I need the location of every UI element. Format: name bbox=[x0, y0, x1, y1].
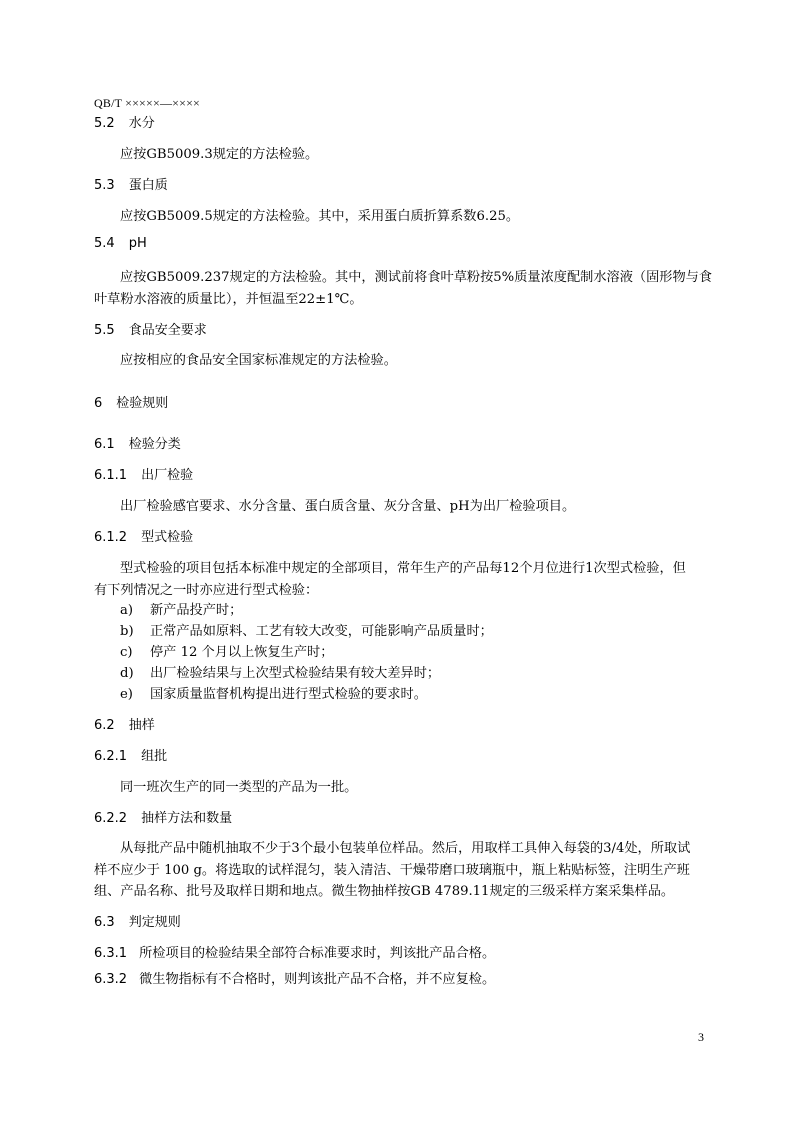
section-title: 判定规则 bbox=[128, 915, 181, 930]
paragraph-5-5: 应按相应的食品安全国家标准规定的方法检验。 bbox=[120, 353, 397, 368]
list-item bbox=[94, 683, 720, 702]
paragraph-6-1-2-line1: 型式检验的项目包括本标准中规定的全部项目，常年生产的产品每12个月位进行1次型式检验，但 bbox=[120, 561, 686, 576]
paragraph-6-1-1: 出厂检验感官要求、水分含量、蛋白质含量、灰分含量、pH为出厂检验项目。 bbox=[120, 499, 576, 514]
list-item bbox=[94, 620, 720, 639]
paragraph-5-3: 应按GB5009.5规定的方法检验。其中，采用蛋白质折算系数6.25。 bbox=[120, 209, 520, 224]
heading-5-2 bbox=[94, 112, 720, 131]
heading-6 bbox=[94, 392, 720, 411]
clause-text: 所检项目的检验结果全部符合标准要求时，判该批产品合格。 bbox=[139, 946, 496, 961]
section-title: 抽样 bbox=[128, 718, 155, 733]
heading-6-2 bbox=[94, 714, 720, 733]
paragraph-6-2-2-line3: 组、产品名称、批号及取样日期和地点。微生物抽样按GB 4789.11规定的三级采样方案采集样品。 bbox=[94, 884, 675, 899]
list-item bbox=[94, 641, 720, 660]
section-number: 6.1 bbox=[94, 437, 115, 452]
list-text: 停产 12 个月以上恢复生产时； bbox=[150, 645, 334, 660]
clause-6-3-2 bbox=[94, 968, 720, 987]
heading-6-1 bbox=[94, 433, 720, 452]
heading-6-1-1 bbox=[94, 464, 720, 483]
section-number: 6.2 bbox=[94, 718, 115, 733]
list-label: d) bbox=[120, 666, 134, 681]
section-title: 型式检验 bbox=[141, 530, 194, 545]
section-number: 6.1.2 bbox=[94, 530, 128, 545]
standard-code-header: QB/T ×××××—×××× bbox=[94, 96, 201, 110]
paragraph-6-2-1: 同一班次生产的同一类型的产品为一批。 bbox=[120, 780, 358, 795]
section-number: 5.5 bbox=[94, 323, 115, 338]
list-label: c) bbox=[120, 645, 133, 660]
section-title: 抽样方法和数量 bbox=[141, 811, 233, 826]
list-label: b) bbox=[120, 624, 134, 639]
clause-text: 微生物指标有不合格时，则判该批产品不合格，并不应复检。 bbox=[139, 972, 496, 987]
paragraph-5-2: 应按GB5009.3规定的方法检验。 bbox=[120, 147, 319, 162]
list-item bbox=[94, 599, 720, 618]
section-title: 检验规则 bbox=[116, 396, 169, 411]
list-label: a) bbox=[120, 603, 134, 618]
section-title: 检验分类 bbox=[128, 437, 181, 452]
section-number: 6 bbox=[94, 396, 103, 411]
heading-5-5 bbox=[94, 319, 720, 338]
paragraph-5-4-line1: 应按GB5009.237规定的方法检验。其中，测试前将食叶草粉按5%质量浓度配制水溶液（固形物与食 bbox=[120, 270, 713, 285]
list-text: 正常产品如原料、工艺有较大改变，可能影响产品质量时； bbox=[150, 624, 493, 639]
list-text: 国家质量监督机构提出进行型式检验的要求时。 bbox=[150, 687, 427, 702]
paragraph-6-1-2-line2: 有下列情况之一时亦应进行型式检验： bbox=[94, 583, 319, 598]
section-title: 水分 bbox=[128, 116, 155, 131]
section-title: 出厂检验 bbox=[141, 468, 194, 483]
section-number: 5.4 bbox=[94, 236, 115, 251]
section-number: 6.2.2 bbox=[94, 811, 128, 826]
heading-6-2-2 bbox=[94, 807, 720, 826]
clause-number: 6.3.1 bbox=[94, 946, 128, 961]
paragraph-6-2-2-line2: 样不应少于 100 g。将选取的试样混匀，装入清洁、干燥带磨口玻璃瓶中，瓶上粘贴标签，注明生产班 bbox=[94, 863, 690, 878]
heading-6-1-2 bbox=[94, 526, 720, 545]
section-title: 组批 bbox=[141, 749, 168, 764]
section-number: 6.2.1 bbox=[94, 749, 128, 764]
clause-number: 6.3.2 bbox=[94, 972, 128, 987]
section-title: pH bbox=[128, 236, 147, 251]
heading-5-3 bbox=[94, 174, 720, 193]
heading-5-4 bbox=[94, 236, 720, 251]
clause-6-3-1 bbox=[94, 942, 720, 961]
section-number: 6.1.1 bbox=[94, 468, 128, 483]
heading-6-2-1 bbox=[94, 745, 720, 764]
section-title: 食品安全要求 bbox=[128, 323, 207, 338]
heading-6-3 bbox=[94, 911, 720, 930]
list-text: 新产品投产时； bbox=[150, 603, 243, 618]
paragraph-5-4-line2: 叶草粉水溶液的质量比），并恒温至22±1℃。 bbox=[94, 292, 363, 307]
section-number: 6.3 bbox=[94, 915, 115, 930]
list-item bbox=[94, 662, 720, 681]
list-label: e) bbox=[120, 687, 133, 702]
list-text: 出厂检验结果与上次型式检验结果有较大差异时； bbox=[150, 666, 441, 681]
paragraph-6-2-2-line1: 从每批产品中随机抽取不少于3个最小包装单位样品。然后，用取样工具伸入每袋的3/4处，所取试 bbox=[120, 841, 691, 856]
section-number: 5.3 bbox=[94, 178, 115, 193]
section-title: 蛋白质 bbox=[128, 178, 168, 193]
page-number: 3 bbox=[698, 1030, 704, 1044]
section-number: 5.2 bbox=[94, 116, 115, 131]
